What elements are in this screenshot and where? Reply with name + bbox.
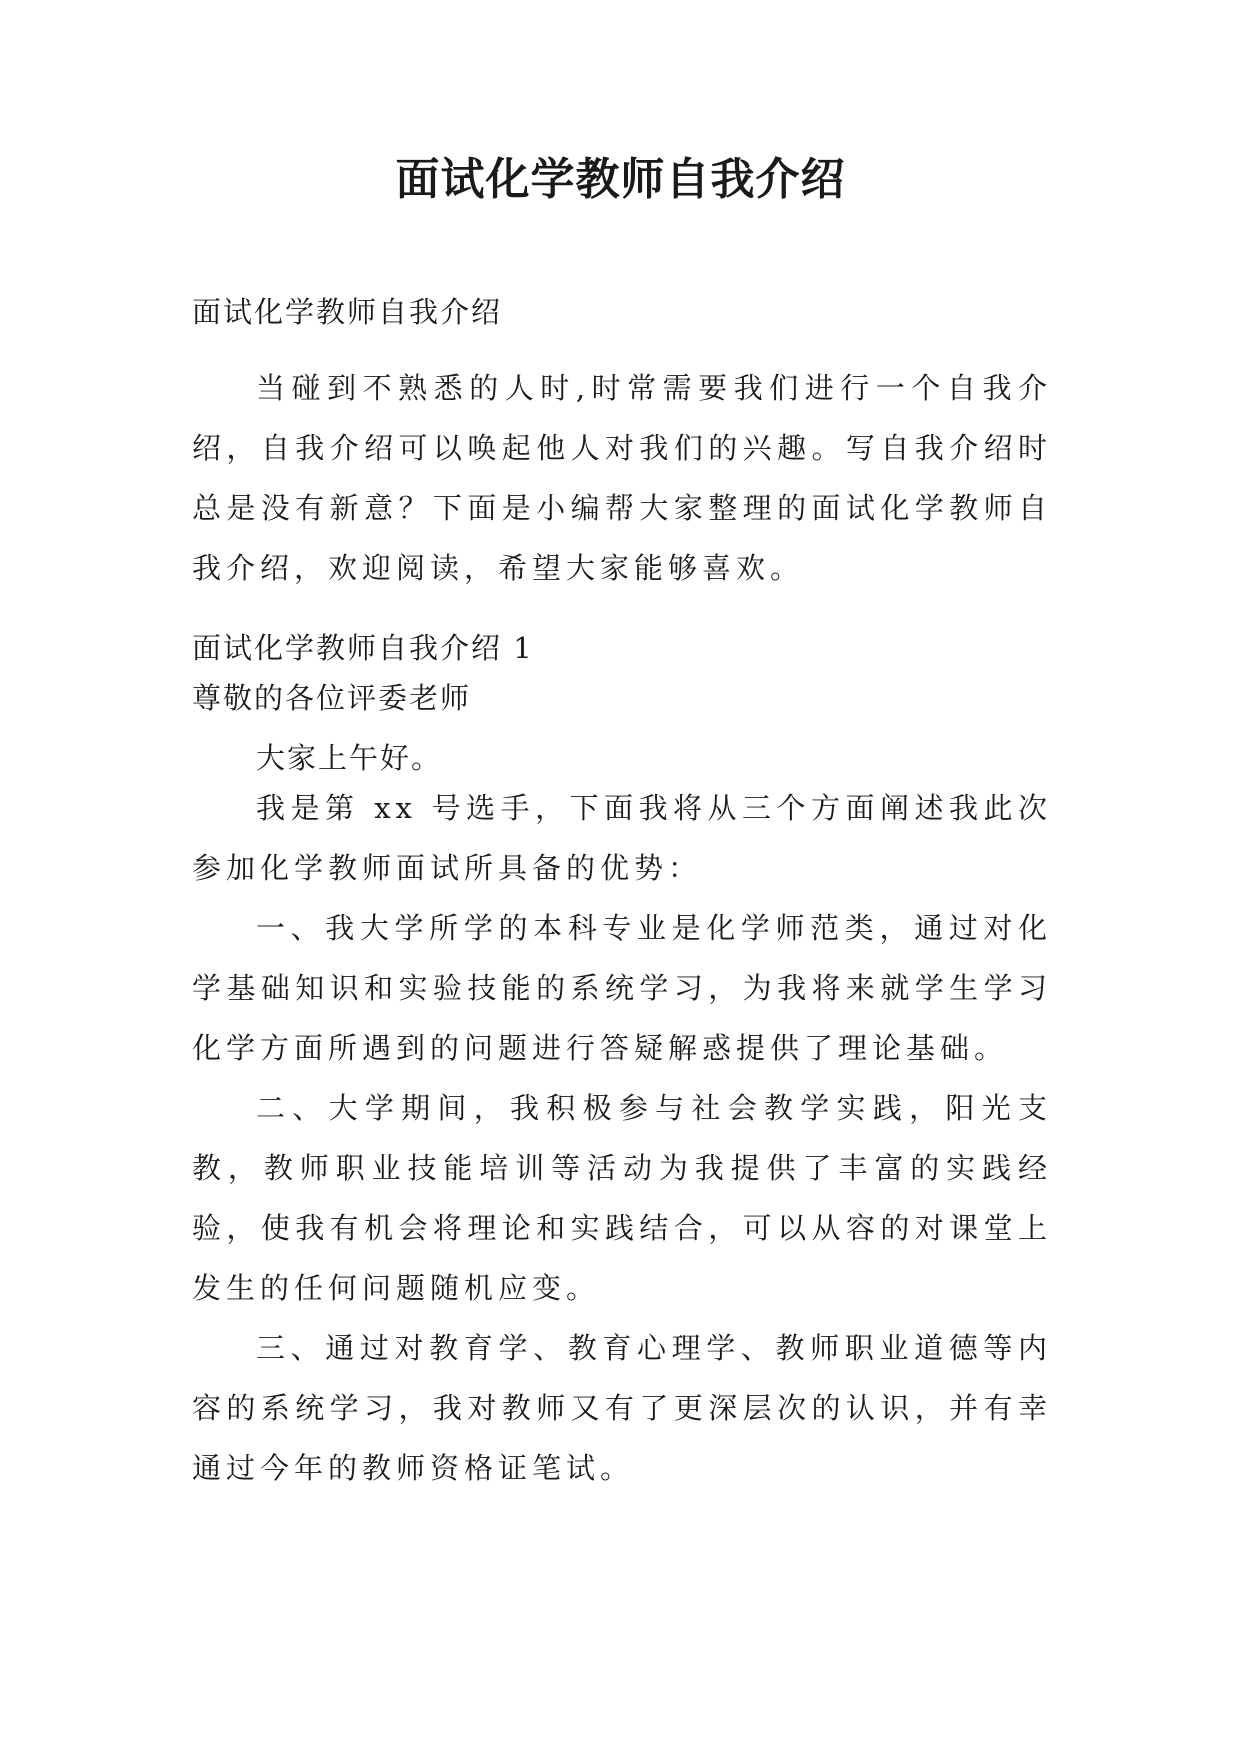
paragraph-3: 二、大学期间，我积极参与社会教学实践，阳光支教，教师职业技能培训等活动为我提供了丰富的实践经验，使我有机会将理论和实践结合，可以从容的对课堂上发生的任何问题随机应变。 [192,1091,1052,1305]
section-heading-1: 面试化学教师自我介绍 1 [192,631,534,665]
paragraph-1: 我是第 xx 号选手，下面我将从三个方面阐述我此次参加化学教师面试所具备的优势： [192,791,1052,885]
paragraph-2: 一、我大学所学的本科专业是化学师范类，通过对化学基础知识和实验技能的系统学习，为我将来就学生学习化学方面所遇到的问题进行答疑解惑提供了理论基础。 [192,911,1052,1065]
document-subtitle: 面试化学教师自我介绍 [192,295,503,329]
greeting: 大家上午好。 [256,741,443,775]
intro-paragraph: 当碰到不熟悉的人时,时常需要我们进行一个自我介绍，自我介绍可以唤起他人对我们的兴趣。写自我介绍时总是没有新意？下面是小编帮大家整理的面试化学教师自我介绍，欢迎阅读，希望大家能够喜欢。 [192,371,1052,585]
document-title: 面试化学教师自我介绍 [395,154,846,205]
paragraph-4: 三、通过对教育学、教育心理学、教师职业道德等内容的系统学习，我对教师又有了更深层次的认识，并有幸通过今年的教师资格证笔试。 [192,1331,1052,1485]
salutation: 尊敬的各位评委老师 [192,681,472,715]
